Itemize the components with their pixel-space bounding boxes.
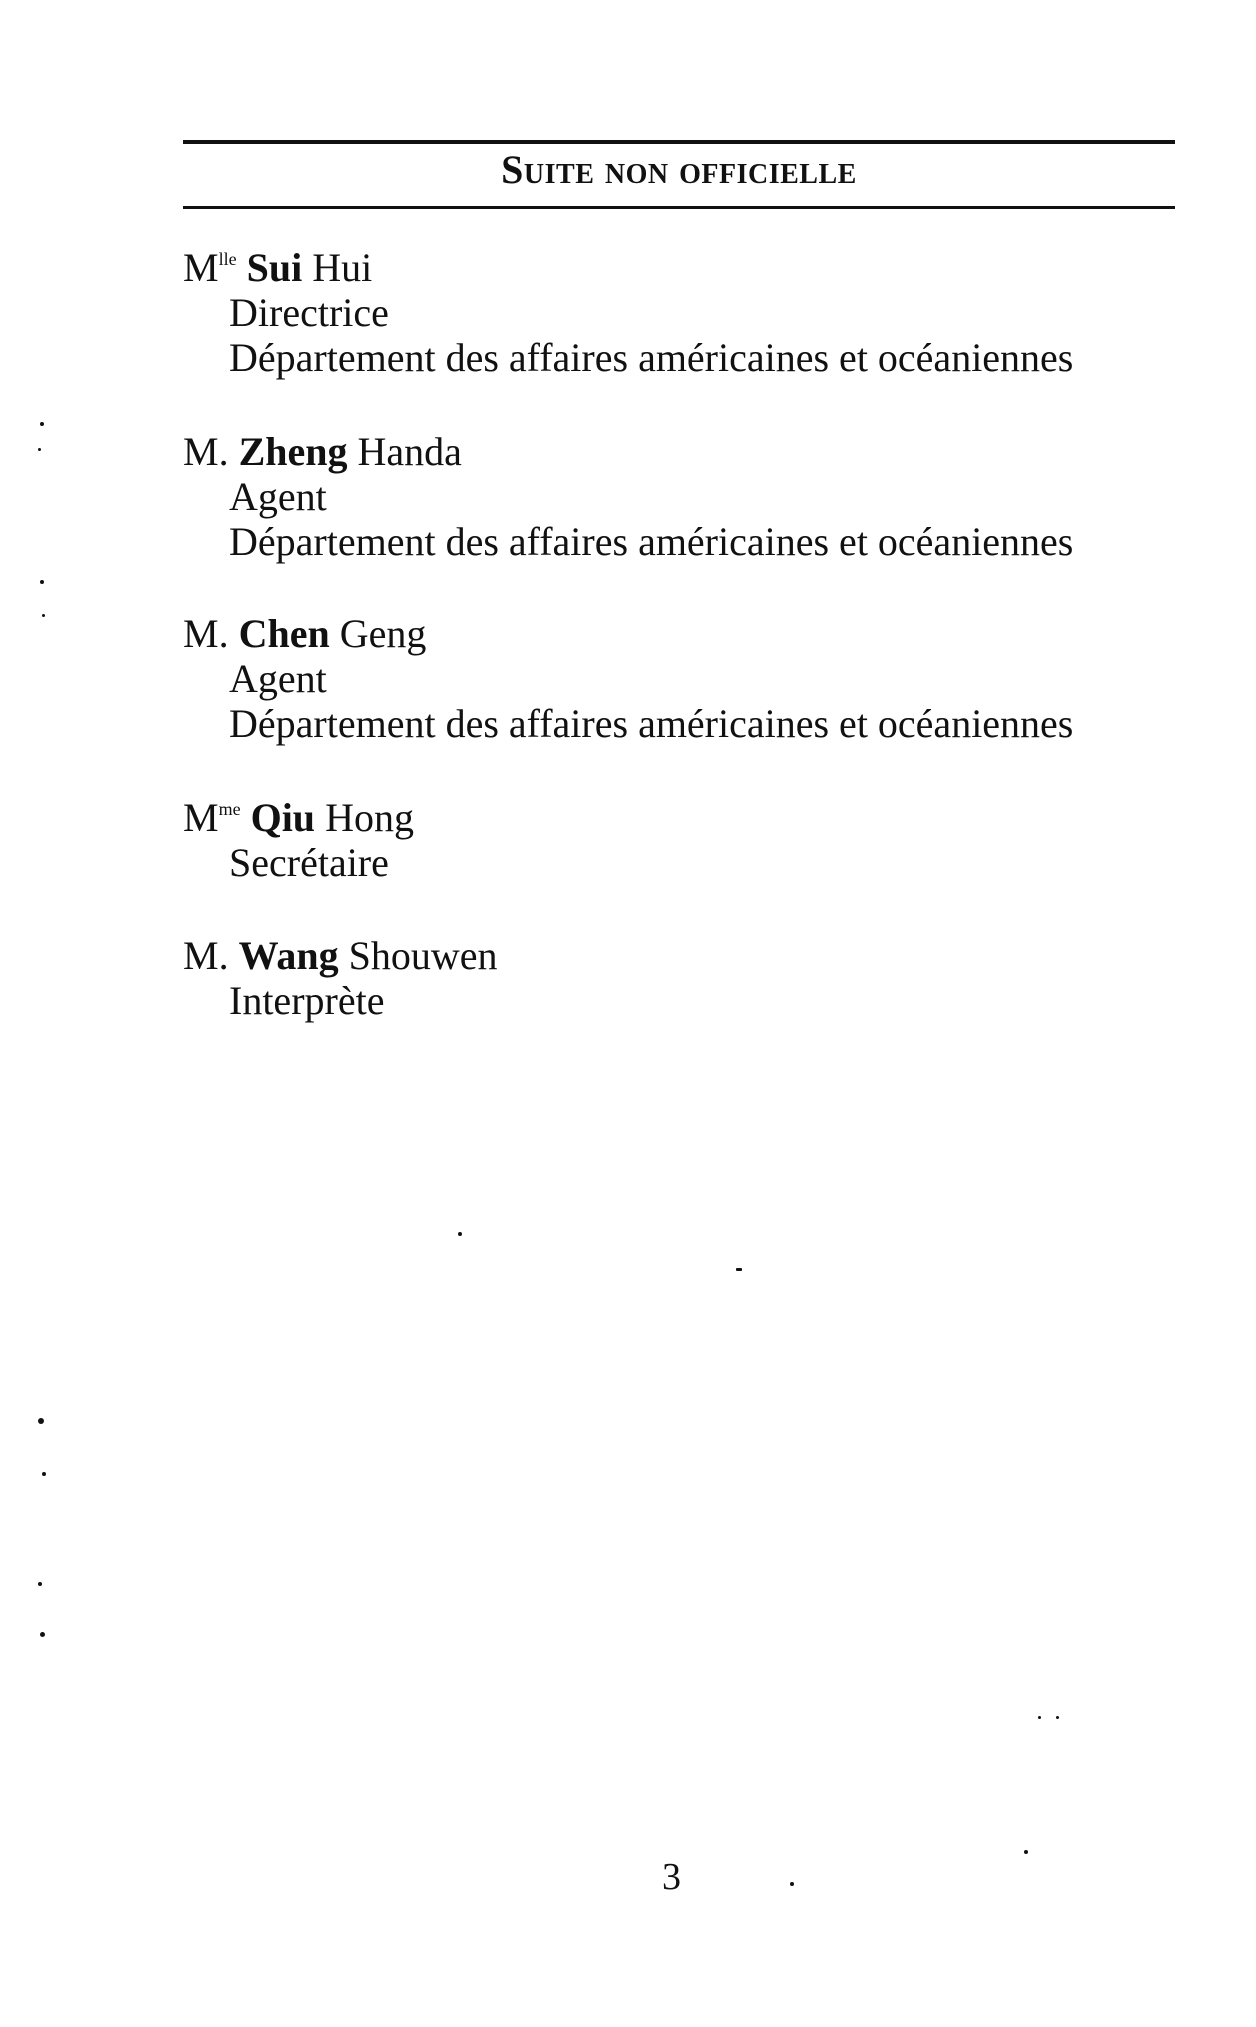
member-position: Interprète — [229, 978, 385, 1023]
member-given-name: Hong — [325, 795, 414, 840]
scan-speck — [40, 422, 44, 426]
member-given-name: Shouwen — [348, 933, 498, 978]
member-entry — [183, 246, 1183, 380]
member-name — [183, 934, 1183, 978]
scan-speck — [42, 614, 45, 617]
member-given-name: Geng — [339, 611, 427, 656]
member-department: Département des affaires américaines et océaniennes — [229, 701, 1074, 746]
scan-speck — [38, 448, 41, 451]
scan-speck — [790, 1882, 794, 1886]
member-surname: Qiu — [250, 795, 316, 840]
member-position: Secrétaire — [229, 840, 389, 885]
member-given-name: Hui — [312, 245, 373, 290]
header-bottom-rule — [183, 206, 1175, 209]
honorific: $M^{lle}$ — [183, 245, 237, 290]
member-entry — [183, 612, 1183, 746]
member-name — [183, 796, 1183, 840]
member-entry — [183, 796, 1183, 885]
scan-speck — [1038, 1716, 1041, 1719]
page-number: 3 — [662, 1856, 681, 1898]
member-entry — [183, 430, 1183, 564]
member-surname: Sui — [246, 245, 303, 290]
member-given-name: Handa — [357, 429, 462, 474]
honorific: M. — [183, 933, 229, 978]
header-top-rule — [183, 140, 1175, 144]
scan-speck — [38, 1582, 42, 1586]
scan-speck — [38, 1418, 44, 1424]
member-entry — [183, 934, 1183, 1023]
member-name — [183, 612, 1183, 656]
scan-speck — [736, 1268, 742, 1271]
member-surname: Chen — [238, 611, 330, 656]
honorific-superscript: me — [218, 799, 241, 819]
member-surname: Wang — [238, 933, 339, 978]
honorific: $M^{me}$ — [183, 795, 241, 840]
member-surname: Zheng — [238, 429, 348, 474]
scan-speck — [1024, 1850, 1028, 1854]
member-name — [183, 430, 1183, 474]
honorific: M. — [183, 611, 229, 656]
member-name — [183, 246, 1183, 290]
member-position: Agent — [229, 474, 327, 519]
section-title: Suite non officielle — [501, 147, 857, 192]
scan-speck — [458, 1232, 462, 1236]
honorific-superscript: lle — [218, 249, 237, 269]
scan-speck — [40, 1632, 45, 1637]
member-position: Directrice — [229, 290, 389, 335]
honorific: M. — [183, 429, 229, 474]
member-position: Agent — [229, 656, 327, 701]
scan-speck — [1056, 1716, 1059, 1719]
scan-speck — [40, 580, 44, 584]
member-department: Département des affaires américaines et océaniennes — [229, 335, 1074, 380]
scan-speck — [42, 1472, 46, 1476]
member-department: Département des affaires américaines et océaniennes — [229, 519, 1074, 564]
